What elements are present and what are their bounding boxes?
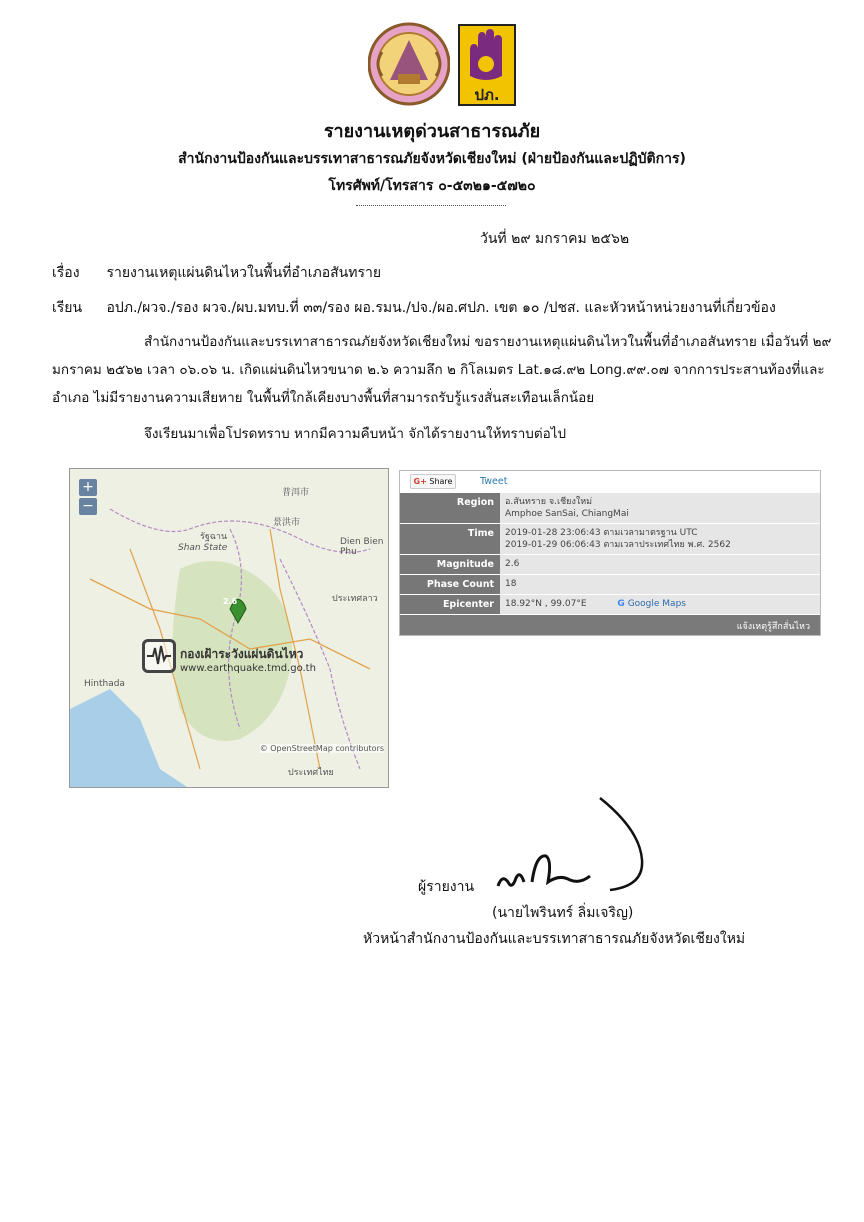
office-name: สำนักงานป้องกันและบรรเทาสาธารณภัยจังหวัดเชียงใหม่ (ฝ่ายป้องกันและปฏิบัติการ) (178, 151, 686, 167)
earthquake-info-table (400, 493, 820, 615)
info-value: 2019-01-28 23:06:43 ตามเวลามาตรฐาน UTC 2019-01-29 06:06:43 ตามเวลาประเทศไทย พ.ศ. 2562 (500, 524, 820, 555)
map-place-label: ประเทศไทย (288, 768, 334, 778)
map-place-label: ประเทศลาว (332, 594, 378, 604)
body-paragraph-2-text: จึงเรียนมาเพื่อโปรดทราบ หากมีความคืบหน้า จักได้รายงานให้ทราบต่อไป (144, 426, 567, 442)
info-value: 2.6 (500, 555, 820, 575)
recipient-label: เรียน (52, 300, 83, 316)
info-row-epicenter (400, 595, 820, 615)
divider (356, 205, 506, 206)
info-label: Region (400, 493, 500, 524)
tweet-button[interactable]: Tweet (480, 476, 508, 487)
info-value: อ.สันทราย จ.เชียงใหม่ Amphoe SanSai, ChiangMai (500, 493, 820, 524)
report-title: รายงานเหตุด่วนสาธารณภัย (323, 121, 541, 142)
zoom-out-button[interactable]: − (79, 498, 97, 515)
map-place-label: Shan State (178, 543, 228, 553)
info-label: Time (400, 524, 500, 555)
map-terrain (70, 469, 389, 788)
handwritten-signature (490, 790, 650, 900)
info-value: 18 (500, 575, 820, 595)
map-watermark-title: กองเฝ้าระวังแผ่นดินไหว (180, 647, 304, 661)
body-paragraph-1 (52, 328, 832, 412)
subject-text: รายงานเหตุแผ่นดินไหวในพื้นที่อำเภอสันทราย (106, 265, 382, 281)
info-row-phase-count (400, 575, 820, 595)
map-place-label: 普洱市 (282, 488, 310, 498)
reporter-name: (นายไพรินทร์ ลิ่มเจริญ) (492, 905, 634, 921)
provincial-seal-logo (368, 22, 450, 106)
info-value: 18.92°N , 99.07°E G Google Maps (500, 595, 820, 615)
earthquake-info-panel (399, 470, 821, 636)
map-watermark-url: www.earthquake.tmd.go.th (180, 663, 316, 674)
google-share-button[interactable]: G+ Share (410, 474, 456, 489)
recipient-row (52, 297, 776, 319)
marker-magnitude-label: 2.6 (223, 597, 238, 606)
body-paragraph-1-text: สำนักงานป้องกันและบรรเทาสาธารณภัยจังหวัดเชียงใหม่ ขอรายงานเหตุแผ่นดินไหวในพื้นที่อำเภอสันทราย เมื่อวันที่ ๒๙ มกราคม ๒๕๖๒ เวลา ๐๖.๐๖ น. เกิดแผ่นดินไหวขนาด ๒.๖ ความลึก ๒ กิโลเมตร Lat.๑๘.๙๒ Long.๙๙.๐๗ จากการประสานท้องที่และอำเภอ ไม่มีรายงานความเสียหาย ในพื้นที่ใกล้เคียงบางพื้นที่สามารถรับรู้แรงสั่นสะเทือนเล็กน้อย (52, 334, 832, 406)
reporter-label: ผู้รายงาน (418, 879, 475, 895)
map-attribution[interactable]: © OpenStreetMap contributors (259, 744, 384, 753)
map-place-label: 景洪市 (273, 518, 301, 528)
body-paragraph-2 (52, 420, 832, 448)
header-logos (368, 22, 518, 108)
info-row-magnitude (400, 555, 820, 575)
info-label: Epicenter (400, 595, 500, 615)
report-felt-link[interactable]: แจ้งเหตุรู้สึกสั่นไหว (736, 622, 810, 632)
google-maps-link[interactable]: G Google Maps (617, 599, 686, 609)
subject-row (52, 262, 381, 284)
reporter-title: หัวหน้าสำนักงานป้องกันและบรรเทาสาธารณภัยจังหวัดเชียงใหม่ (363, 931, 746, 947)
info-row-time (400, 524, 820, 555)
info-label: Phase Count (400, 575, 500, 595)
zoom-in-button[interactable]: + (79, 479, 97, 496)
google-icon: G (617, 599, 625, 609)
info-label: Magnitude (400, 555, 500, 575)
office-phone: โทรศัพท์/โทรสาร ๐-๕๓๒๑-๕๗๒๐ (328, 178, 536, 194)
map-place-label: Dien Bien Phu (340, 537, 384, 557)
dept-disaster-prevention-logo (458, 24, 516, 106)
recipient-text: อปภ./ผวจ./รอง ผวจ./ผบ.มทบ.ที่ ๓๓/รอง ผอ.รมน./ปจ./ผอ.ศปภ. เขต ๑๐ /ปชส. และหัวหน้าหน่วยงานที่เกี่ยวข้อง (106, 300, 776, 316)
svg-text:ปภ.: ปภ. (474, 86, 500, 104)
info-row-region (400, 493, 820, 524)
map-place-label: รัฐฉาน (200, 532, 228, 542)
share-bar (400, 471, 820, 493)
subject-label: เรื่อง (52, 265, 80, 281)
map-place-label: Hinthada (84, 679, 125, 689)
report-felt-bar (400, 615, 820, 635)
report-date: วันที่ ๒๙ มกราคม ๒๕๖๒ (480, 231, 630, 247)
seismograph-icon (142, 639, 176, 673)
google-plus-icon: G+ (413, 477, 427, 486)
earthquake-map[interactable] (69, 468, 389, 788)
